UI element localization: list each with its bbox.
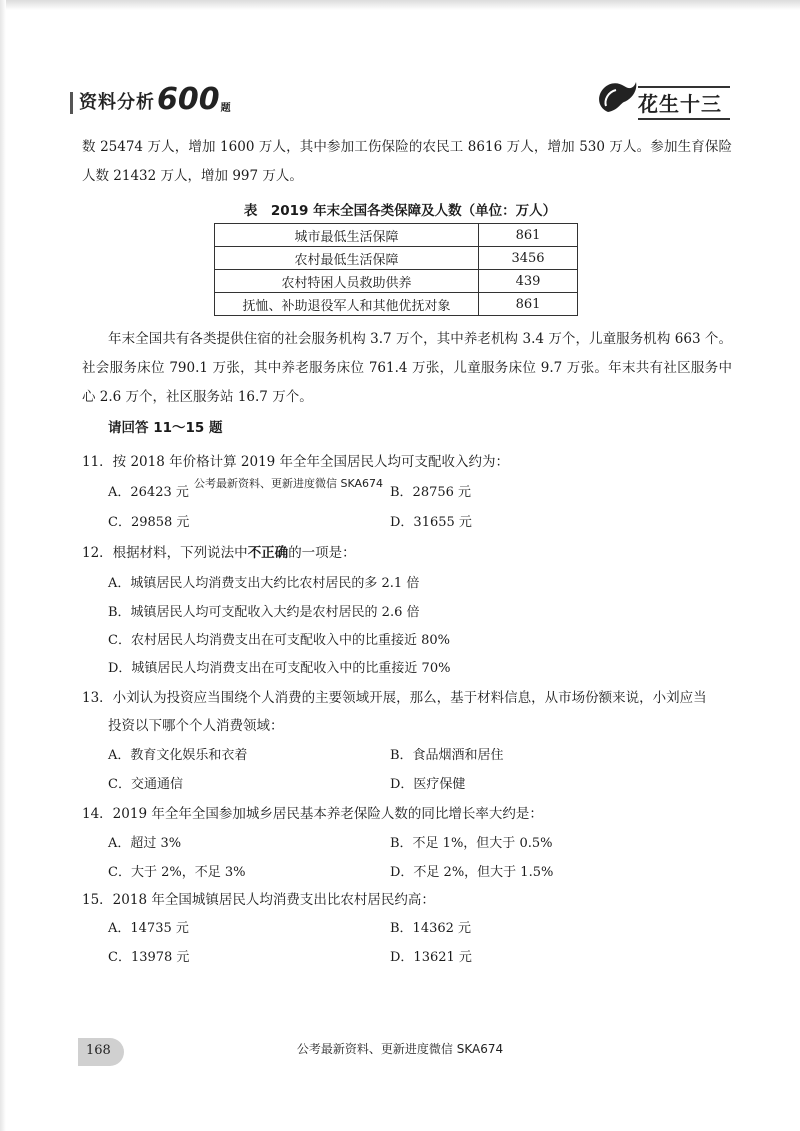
question-13-option-b[interactable]: B．食品烟酒和居住 [390, 748, 504, 763]
table-cell-label: 抚恤、补助退役军人和其他优抚对象 [215, 293, 479, 316]
brand-text: 花生十三 [638, 92, 722, 116]
question-13-option-d[interactable]: D．医疗保健 [390, 777, 466, 792]
table-row [215, 270, 578, 293]
question-11-option-a[interactable]: A．26423 元 [108, 485, 189, 500]
table-caption: 表 2019 年末全国各类保障及人数（单位：万人） [243, 203, 557, 219]
question-11-option-c[interactable]: C．29858 元 [108, 515, 190, 530]
peanut-icon [594, 78, 638, 118]
question-12-stem-bold: 不正确 [247, 545, 289, 561]
question-14-stem: 14．2019 年全年全国参加城乡居民基本养老保险人数的同比增长率大约是： [82, 806, 543, 822]
book-title-text: 资料分析 [79, 92, 155, 113]
question-11-option-b[interactable]: B．28756 元 [390, 485, 472, 500]
footer-watermark: 公考最新资料、更新进度微信 SKA674 [296, 1042, 504, 1056]
section-heading: 请回答 11～15 题 [108, 420, 223, 436]
table-cell-value: 3456 [479, 247, 578, 270]
question-13-stem-line2: 投资以下哪个个人消费领域： [108, 718, 284, 734]
question-15-option-a[interactable]: A．14735 元 [108, 921, 189, 936]
question-14-option-a[interactable]: A．超过 3% [108, 836, 182, 851]
service-paragraph: 年末全国共有各类提供住宿的社会服务机构 3.7 万个，其中养老机构 3.4 万个，儿童服务机构 663 个。社会服务床位 790.1 万张，其中养老服务床位 761.4 万张，儿童服务床位 9.7 万张。年末共有社区服务中心 2.6 万个，社区服务站 16.7 万个。 [82, 331, 732, 405]
question-12-stem [82, 541, 356, 561]
question-12-option-b[interactable]: B．城镇居民人均可支配收入大约是农村居民的 2.6 倍 [108, 605, 420, 620]
table-cell-value: 861 [479, 293, 578, 316]
page-binding-shadow [0, 0, 6, 1131]
table-cell-value: 439 [479, 270, 578, 293]
table-cell-label: 农村最低生活保障 [215, 247, 479, 270]
book-title-number: 600 [157, 82, 220, 117]
question-12-option-d[interactable]: D．城镇居民人均消费支出在可支配收入中的比重接近 70% [108, 661, 451, 676]
insurance-table [214, 223, 578, 316]
question-12-stem-pre: 12．根据材料，下列说法中 [82, 545, 248, 561]
question-15-option-c[interactable]: C．13978 元 [108, 950, 190, 965]
question-13-option-a[interactable]: A．教育文化娱乐和衣着 [108, 748, 248, 763]
question-14-option-d[interactable]: D．不足 2%，但大于 1.5% [390, 865, 554, 880]
page-number: 168 [86, 1043, 111, 1058]
book-title-suffix: 题 [220, 103, 231, 114]
table-row [215, 224, 578, 247]
question-11-stem: 11．按 2018 年价格计算 2019 年全年全国居民人均可支配收入约为： [82, 454, 510, 470]
inline-watermark: 公考最新资料、更新进度微信 SKA674 [194, 477, 384, 490]
book-title [70, 82, 231, 117]
question-13-option-c[interactable]: C．交通通信 [108, 777, 183, 792]
question-15-stem: 15．2018 年全国城镇居民人均消费支出比农村居民约高： [82, 892, 435, 908]
question-15-option-b[interactable]: B．14362 元 [390, 921, 472, 936]
table-cell-label: 农村特困人员救助供养 [215, 270, 479, 293]
title-bar-decoration [70, 92, 73, 114]
table-row [215, 293, 578, 316]
brand-logo [590, 78, 730, 118]
question-12-option-a[interactable]: A．城镇居民人均消费支出大约比农村居民的多 2.1 倍 [108, 576, 420, 591]
intro-paragraph: 数 25474 万人，增加 1600 万人，其中参加工伤保险的农民工 8616 万人，增加 530 万人。参加生育保险人数 21432 万人，增加 997 万人。 [82, 139, 732, 184]
question-15-option-d[interactable]: D．13621 元 [390, 950, 472, 965]
question-14-option-b[interactable]: B．不足 1%，但大于 0.5% [390, 836, 553, 851]
page-header [70, 78, 730, 118]
table-row [215, 247, 578, 270]
table-cell-value: 861 [479, 224, 578, 247]
table-cell-label: 城市最低生活保障 [215, 224, 479, 247]
question-12-stem-post: 的一项是： [288, 545, 356, 561]
question-14-option-c[interactable]: C．大于 2%，不足 3% [108, 865, 246, 880]
question-13-stem-line1: 13．小刘认为投资应当围绕个人消费的主要领域开展，那么，基于材料信息，从市场份额来说，小刘应当 [82, 690, 707, 706]
question-11-option-d[interactable]: D．31655 元 [390, 515, 472, 530]
page-top-edge [0, 0, 800, 10]
question-12-option-c[interactable]: C．农村居民人均消费支出在可支配收入中的比重接近 80% [108, 633, 450, 648]
